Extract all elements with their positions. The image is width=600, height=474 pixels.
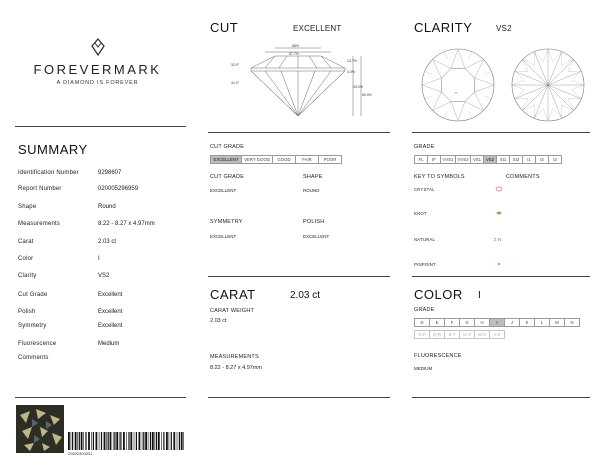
summary-row-label: Carat [18,239,34,245]
scale-cell: I [489,318,505,327]
scale-cell: D [414,318,430,327]
summary-row-label: Measurements [18,221,61,227]
summary-row-value: Excellent [98,323,123,329]
total-depth: 60.0% [362,93,372,97]
summary-row-value: VS2 [98,273,110,279]
summary-row-value: 2.03 ct [98,239,117,245]
polish-value: EXCELLENT [303,234,330,239]
color-grade-scale-extended [414,330,504,339]
summary-row-label: Fluorescence [18,341,57,347]
carat-rule [208,276,390,277]
scale-cell: I3 [548,155,562,164]
crown-pct: 57.7% [289,52,299,56]
scale-cell: U-V [459,330,475,339]
summary-row-value: I [98,256,100,262]
cut-grade-col-label: CUT GRADE [210,174,245,180]
summary-row-value: 020005296959 [98,186,139,192]
summary-row-label: Clarity [18,273,37,279]
summary-row-label: Identification Number [18,170,79,176]
summary-row-value: Excellent [98,309,123,315]
cut-rule [208,132,390,133]
symbol-name: KNOT [414,211,427,216]
scale-cell: EXCELLENT [210,155,242,164]
summary-row-label: Color [18,256,34,262]
cut-grade-scale-label: CUT GRADE [210,144,245,150]
clarity-grade-header: VS2 [496,24,512,33]
scale-cell: G [459,318,475,327]
scale-cell: K [519,318,535,327]
fluorescence-label: FLUORESCENCE [414,353,462,359]
scale-cell: GOOD [272,155,296,164]
clarity-plot-pavilion [510,47,586,123]
scale-cell: Y-Z [489,330,505,339]
color-bottom-rule [412,397,590,398]
table-pct: 58% [292,44,300,48]
scale-cell: POOR [318,155,342,164]
color-grade-label: GRADE [414,307,435,313]
key-to-symbols-label: KEY TO SYMBOLS [414,174,465,180]
scale-cell: SI2 [509,155,523,164]
pavilion-depth: 43.2% [353,85,363,89]
symbol-name: PINPOINT [414,262,436,267]
scale-cell: L [534,318,550,327]
scale-cell: IF [427,155,441,164]
fluorescence-value: MEDIUM [414,366,433,371]
color-rule [412,276,590,277]
scale-cell: O-P [414,330,430,339]
summary-top-rule [15,126,186,127]
symbol-mark [494,186,504,192]
cut-grade-header: EXCELLENT [293,24,342,33]
scale-cell: VVS2 [455,155,471,164]
scale-cell: M [549,318,565,327]
scale-cell: FAIR [295,155,319,164]
summary-row-label: Cut Grade [18,292,48,298]
shape-value: ROUND [303,188,320,193]
carat-weight-label: CARAT WEIGHT [210,308,255,314]
barcode [68,432,186,450]
scale-cell: W-X [474,330,490,339]
diamond-photo [16,405,64,453]
girdle-pct: 3.0% [347,70,355,74]
barcode-number: 20002300031 [68,451,93,456]
scale-cell: FL [414,155,428,164]
clarity-grade-scale [414,155,561,164]
cut-grade-scale [210,155,341,164]
shape-label: SHAPE [303,174,323,180]
comments-label: COMMENTS [506,174,540,180]
diamond-logo-icon [90,38,106,56]
summary-row-label: Polish [18,309,36,315]
scale-cell: VS1 [470,155,484,164]
cut-grade-value: EXCELLENT [210,188,237,193]
crown-angle: 32.9° [231,63,240,67]
symbol-name: NATURAL [414,237,436,242]
symbol-name: CRYSTAL [414,187,435,192]
scale-cell: VS2 [483,155,497,164]
cut-title: CUT [210,20,239,35]
diamond-profile-diagram [225,42,370,122]
symmetry-label: SYMMETRY [210,219,243,225]
polish-label: POLISH [303,219,325,225]
scale-cell: N [564,318,580,327]
measurements-value: 8.22 - 8.27 x 4.97mm [210,365,262,371]
natural-mark: Σ N [494,237,502,242]
summary-row-value: 8.22 - 8.27 x 4.97mm [98,221,155,227]
summary-title: SUMMARY [18,142,88,157]
scale-cell: SI1 [496,155,510,164]
scale-cell: I1 [522,155,536,164]
summary-row-value: Medium [98,341,120,347]
summary-row-value: 9298607 [98,170,122,176]
clarity-grade-label: GRADE [414,144,435,150]
color-grade-scale [414,318,579,327]
symmetry-value: EXCELLENT [210,234,237,239]
summary-bottom-rule [15,397,186,398]
scale-cell: J [504,318,520,327]
scale-cell: Q-R [429,330,445,339]
summary-row-label: Shape [18,204,37,210]
scale-cell: S-T [444,330,460,339]
carat-weight-value: 2.03 ct [210,318,227,324]
scale-cell: VERY GOOD [241,155,273,164]
scale-cell: VVS1 [440,155,456,164]
color-title: COLOR [414,287,463,302]
scale-cell: F [444,318,460,327]
scale-cell: I2 [535,155,549,164]
summary-row-label: Symmetry [18,323,47,329]
carat-bottom-rule [208,397,390,398]
scale-cell: H [474,318,490,327]
brand-name: FOREVERMARK [33,62,162,77]
symbol-mark [494,261,504,267]
symbol-mark [494,236,504,242]
summary-row-label: Comments [18,355,49,361]
carat-header-value: 2.03 ct [290,290,321,301]
color-header-grade: I [478,290,481,301]
scale-cell: E [429,318,445,327]
carat-title: CARAT [210,287,256,302]
summary-row-value: Round [98,204,116,210]
summary-row-label: Report Number [18,186,62,192]
symbol-mark [494,210,504,216]
pavilion-angle: 41.0° [231,81,240,85]
clarity-plot-crown [420,47,496,123]
brand-tagline: A DIAMOND IS FOREVER [56,80,139,86]
measurements-label: MEASUREMENTS [210,354,259,360]
crown-height: 13.7% [347,59,357,63]
clarity-title: CLARITY [414,20,473,35]
clarity-rule [412,132,590,133]
summary-row-value: Excellent [98,292,123,298]
